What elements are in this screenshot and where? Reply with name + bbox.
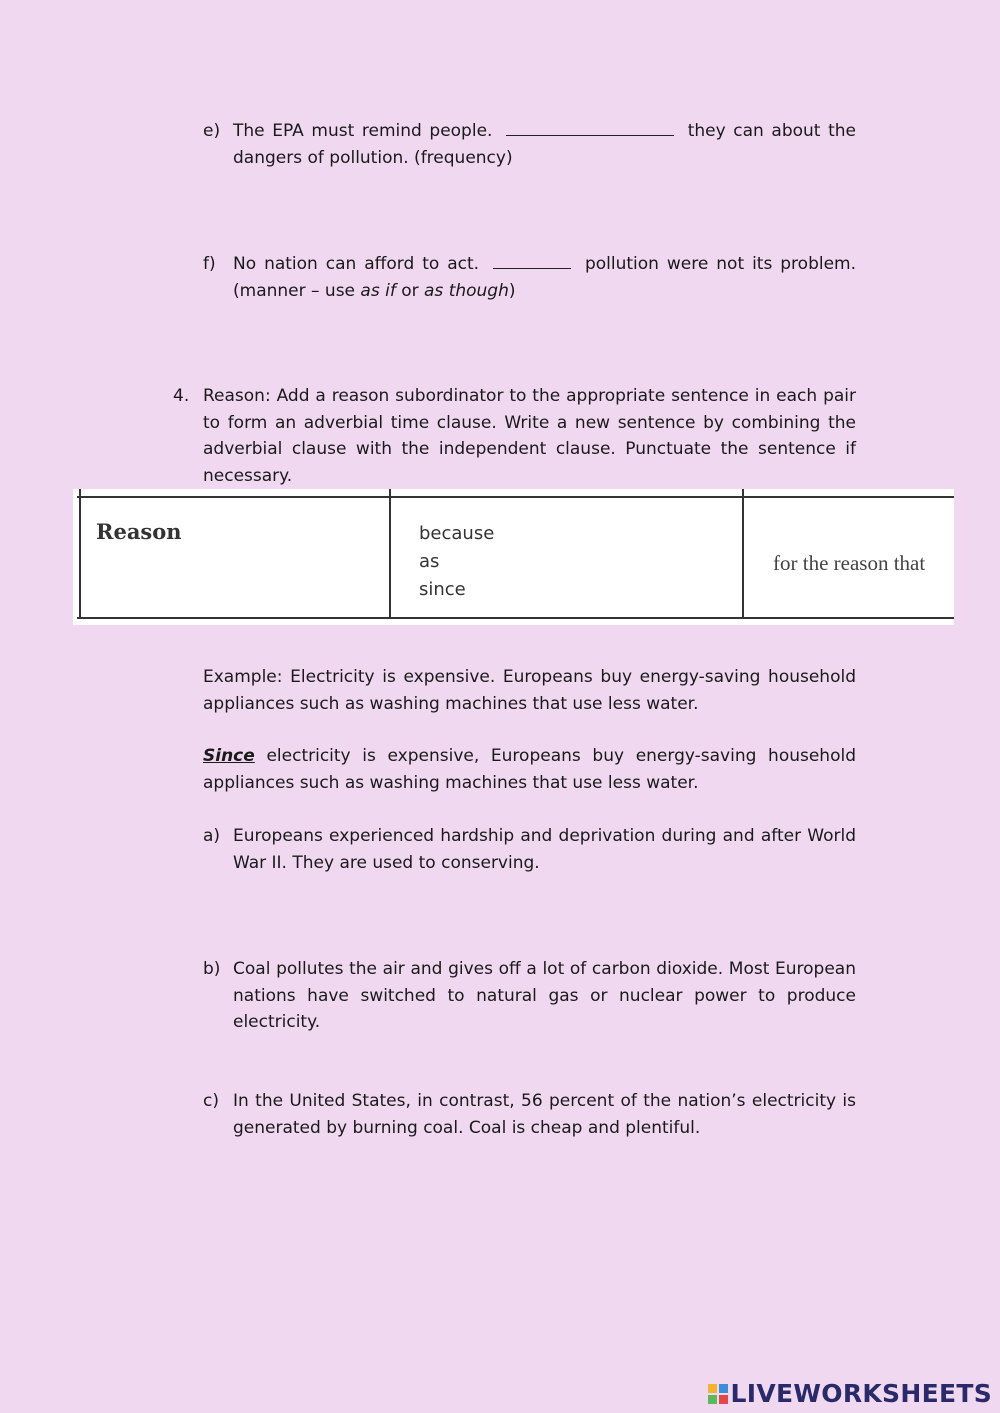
exercise-item-c: [203, 1088, 856, 1141]
table-label-reason: Reason: [96, 519, 182, 544]
item-marker: f): [203, 254, 216, 274]
table-left-border: [79, 489, 81, 618]
liveworksheets-logo-icon: [707, 1383, 729, 1405]
example-sentence: Example: Electricity is expensive. Europeans buy energy-saving household appliances such as washing machines that use less water.: [203, 667, 856, 714]
item-text-before: The EPA must remind people.: [233, 121, 493, 141]
question-instructions: Reason: Add a reason subordinator to the appropriate sentence in each pair to form an adverbial time clause. Write a new sentence by combining the adverbial clause with the independent clause. Punctuate the sentence if necessary.: [203, 386, 856, 486]
example-keyword: Since: [203, 746, 255, 766]
exercise-item-e: [203, 118, 856, 171]
exercise-item-f: [203, 251, 856, 304]
exercise-item-b: [203, 956, 856, 1036]
item-text-after: they can about the dangers of pollution. (frequency): [233, 121, 856, 168]
item-text: Europeans experienced hardship and deprivation during and after World War II. They are used to conserving.: [233, 826, 856, 873]
item-text-before: No nation can afford to act.: [233, 254, 480, 274]
example-answer: [203, 743, 856, 796]
item-marker: b): [203, 959, 221, 979]
subordinator-for-the-reason-that: for the reason that: [773, 551, 926, 575]
item-marker: e): [203, 121, 221, 141]
item-marker: c): [203, 1091, 219, 1111]
reason-subordinators-table: [73, 489, 954, 625]
option-as-if: as if: [360, 280, 396, 301]
table-divider: [389, 489, 391, 618]
table-bottom-border: [77, 617, 954, 619]
option-or: or: [401, 280, 419, 301]
exercise-item-a: [203, 823, 856, 876]
table-divider: [742, 489, 744, 618]
option-as-though: as though: [424, 280, 509, 301]
item-text: Coal pollutes the air and gives off a lot of carbon dioxide. Most European nations have switched to natural gas or nuclear power to produce electricity.: [233, 959, 856, 1032]
question-4: [173, 383, 856, 489]
example-answer-text: electricity is expensive, Europeans buy energy-saving household appliances such as washing machines that use less water.: [203, 746, 856, 793]
answer-blank[interactable]: [506, 119, 674, 136]
item-marker: a): [203, 826, 221, 846]
subordinator-as: as: [419, 551, 440, 572]
answer-blank[interactable]: [493, 252, 571, 269]
liveworksheets-brand: [707, 1379, 992, 1408]
subordinator-since: since: [419, 579, 466, 600]
item-text-after: pollution were not its problem. (manner – use: [233, 254, 856, 301]
table-top-border: [77, 496, 954, 498]
brand-name: LIVEWORKSHEETS: [730, 1379, 992, 1408]
item-text: In the United States, in contrast, 56 percent of the nation’s electricity is generated by burning coal. Coal is cheap and plentiful.: [233, 1091, 856, 1138]
closing-paren: ): [508, 280, 516, 301]
subordinator-because: because: [419, 523, 495, 544]
question-number: 4.: [173, 386, 190, 406]
